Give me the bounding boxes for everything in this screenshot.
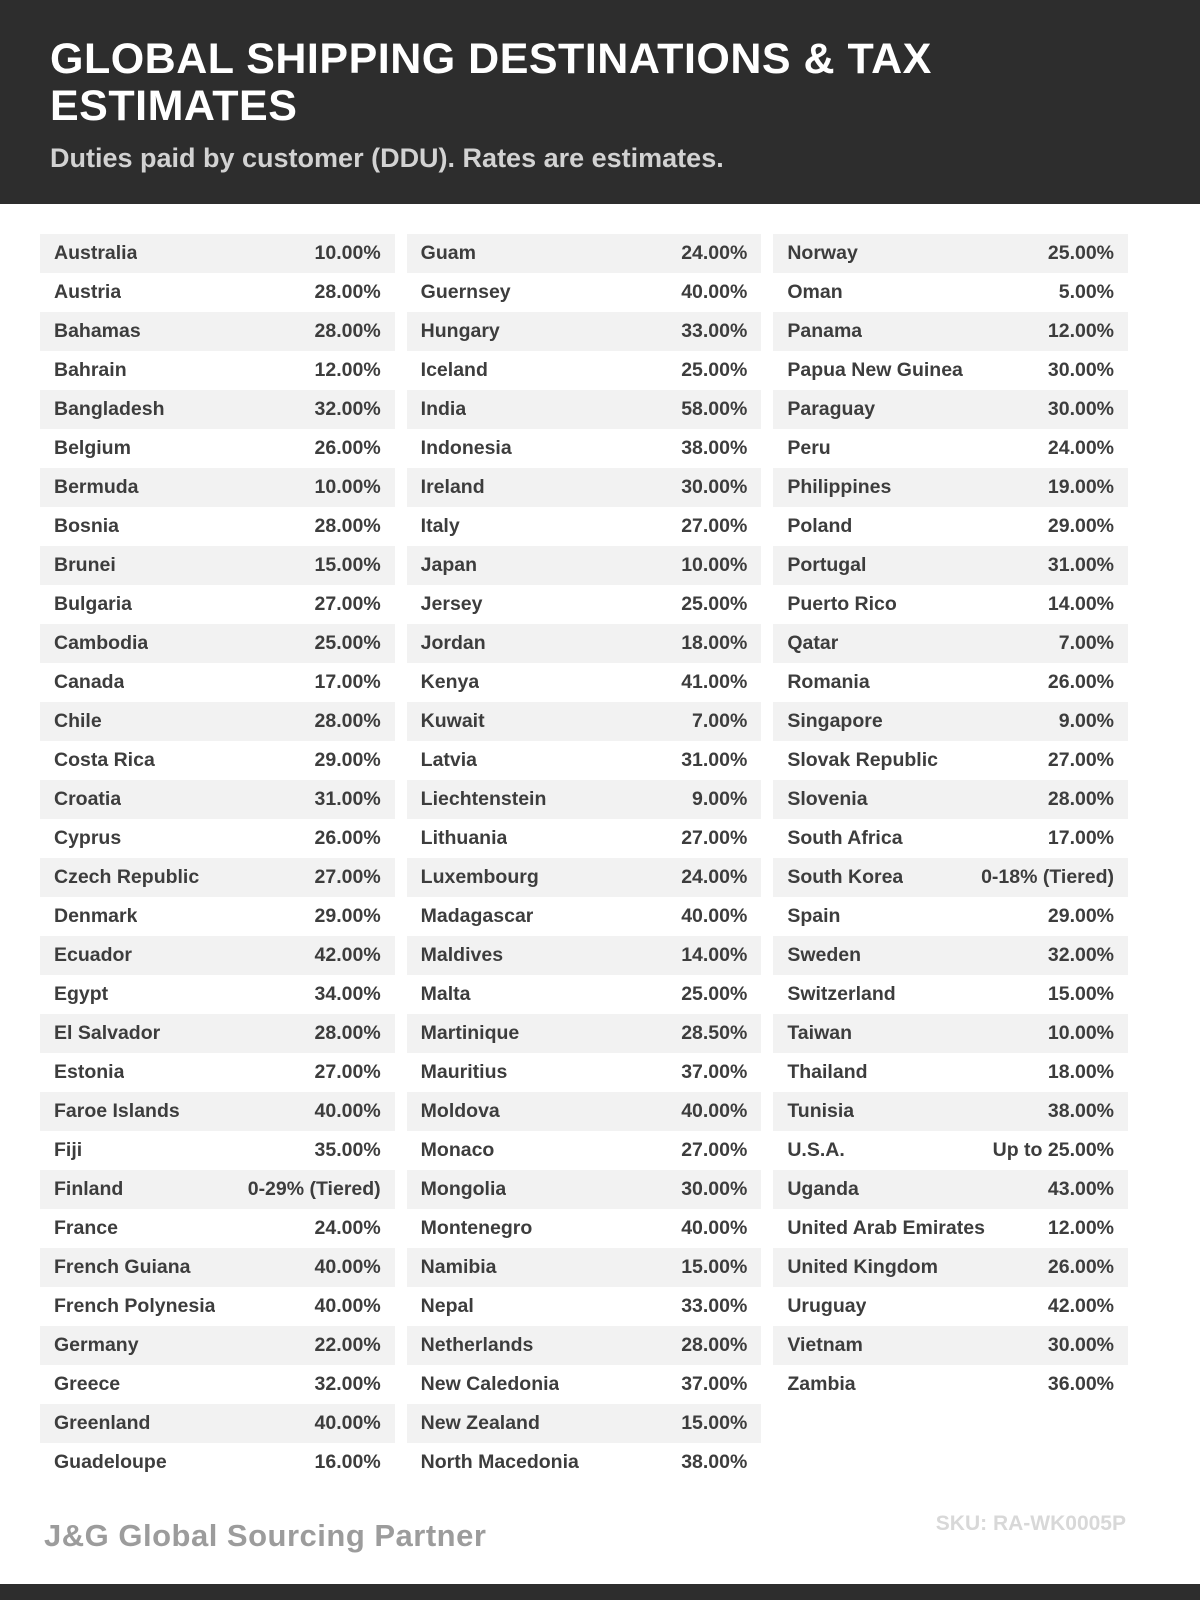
tax-rate-value: 40.00% bbox=[314, 1099, 381, 1122]
country-name: Latvia bbox=[420, 748, 478, 771]
tax-rate-value: 26.00% bbox=[1047, 670, 1115, 693]
table-row bbox=[40, 1209, 395, 1248]
country-name: United Kingdom bbox=[787, 1255, 938, 1278]
table-row bbox=[40, 390, 395, 429]
page-footer bbox=[44, 1512, 1126, 1554]
tax-rate-value: 27.00% bbox=[1047, 748, 1115, 771]
tax-rate-value: 40.00% bbox=[681, 1216, 748, 1239]
table-row bbox=[773, 780, 1128, 819]
table-row bbox=[40, 702, 395, 741]
country-name: Faroe Islands bbox=[54, 1099, 180, 1122]
table-row bbox=[40, 1404, 395, 1443]
country-name: Italy bbox=[420, 514, 460, 537]
country-name: Kenya bbox=[420, 670, 480, 693]
table-row bbox=[407, 624, 762, 663]
country-name: Mauritius bbox=[420, 1060, 508, 1083]
table-row bbox=[407, 1170, 762, 1209]
country-name: India bbox=[420, 397, 467, 420]
table-row bbox=[407, 1014, 762, 1053]
tax-rate-value: 32.00% bbox=[1047, 943, 1115, 966]
table-row bbox=[773, 351, 1128, 390]
tax-rate-value: 33.00% bbox=[681, 319, 748, 342]
tax-rate-value: 29.00% bbox=[314, 904, 381, 927]
tax-rate-value: 29.00% bbox=[1047, 904, 1115, 927]
table-row bbox=[407, 1053, 762, 1092]
table-row bbox=[773, 663, 1128, 702]
tax-rate-value: 42.00% bbox=[1047, 1294, 1115, 1317]
country-name: Tunisia bbox=[787, 1099, 855, 1122]
table-row bbox=[40, 234, 395, 273]
table-row bbox=[773, 1131, 1128, 1170]
table-row bbox=[40, 741, 395, 780]
bottom-accent-bar bbox=[0, 1584, 1200, 1600]
country-name: Chile bbox=[54, 709, 102, 732]
tax-rate-value: 12.00% bbox=[314, 358, 381, 381]
country-name: Luxembourg bbox=[420, 865, 539, 888]
tax-rate-value: 14.00% bbox=[1047, 592, 1115, 615]
table-row bbox=[407, 1365, 762, 1404]
country-name: Bulgaria bbox=[54, 592, 133, 615]
country-name: Czech Republic bbox=[54, 865, 200, 888]
country-name: Bahamas bbox=[54, 319, 141, 342]
table-row bbox=[407, 1443, 762, 1482]
tax-rate-value: 10.00% bbox=[681, 553, 748, 576]
country-name: Slovak Republic bbox=[787, 748, 938, 771]
country-name: Uganda bbox=[787, 1177, 859, 1200]
country-name: Montenegro bbox=[420, 1216, 533, 1239]
tax-rate-value: 27.00% bbox=[314, 1060, 381, 1083]
tax-rate-value: 34.00% bbox=[314, 982, 381, 1005]
country-name: Netherlands bbox=[420, 1333, 534, 1356]
tax-rate-value: 32.00% bbox=[314, 1372, 381, 1395]
country-name: Poland bbox=[787, 514, 853, 537]
table-row bbox=[407, 390, 762, 429]
table-row bbox=[407, 1248, 762, 1287]
country-name: Ireland bbox=[420, 475, 485, 498]
country-name: Vietnam bbox=[787, 1333, 863, 1356]
tax-rate-value: 15.00% bbox=[314, 553, 381, 576]
country-name: Peru bbox=[787, 436, 831, 459]
country-name: Ecuador bbox=[54, 943, 133, 966]
country-name: Fiji bbox=[54, 1138, 83, 1161]
country-name: Namibia bbox=[420, 1255, 497, 1278]
table-row bbox=[407, 663, 762, 702]
table-row bbox=[407, 429, 762, 468]
country-name: Cyprus bbox=[54, 826, 122, 849]
tax-rate-value: 40.00% bbox=[681, 904, 748, 927]
table-row bbox=[773, 702, 1128, 741]
country-name: Japan bbox=[420, 553, 478, 576]
country-name: El Salvador bbox=[54, 1021, 161, 1044]
table-row bbox=[40, 975, 395, 1014]
tax-rate-value: 29.00% bbox=[314, 748, 381, 771]
table-row bbox=[407, 780, 762, 819]
country-name: Qatar bbox=[787, 631, 839, 654]
tax-rate-value: 17.00% bbox=[314, 670, 381, 693]
table-row bbox=[40, 1365, 395, 1404]
table-row bbox=[407, 273, 762, 312]
country-name: Australia bbox=[54, 241, 138, 264]
tax-rate-value: 7.00% bbox=[1058, 631, 1115, 654]
tax-rate-value: 24.00% bbox=[681, 241, 748, 264]
table-row bbox=[40, 1443, 395, 1482]
country-name: Bermuda bbox=[54, 475, 139, 498]
tax-rate-value: 12.00% bbox=[1047, 1216, 1115, 1239]
tax-rate-value: 9.00% bbox=[692, 787, 748, 810]
table-row bbox=[40, 1248, 395, 1287]
country-name: Moldova bbox=[420, 1099, 500, 1122]
country-name: Guam bbox=[420, 241, 476, 264]
country-name: Greece bbox=[54, 1372, 121, 1395]
tax-rate-value: 25.00% bbox=[314, 631, 381, 654]
table-row bbox=[40, 507, 395, 546]
page-title: GLOBAL SHIPPING DESTINATIONS & TAX ESTIMATES bbox=[50, 35, 932, 131]
tax-rate-value: 30.00% bbox=[1047, 397, 1115, 420]
table-row bbox=[40, 1170, 395, 1209]
country-name: Malta bbox=[420, 982, 471, 1005]
tax-rate-value: 28.00% bbox=[681, 1333, 748, 1356]
table-row bbox=[407, 468, 762, 507]
table-row bbox=[40, 1092, 395, 1131]
tax-rate-value: 40.00% bbox=[314, 1294, 381, 1317]
table-row bbox=[40, 780, 395, 819]
tax-rate-value: 24.00% bbox=[1047, 436, 1115, 459]
country-name: Romania bbox=[787, 670, 870, 693]
tax-rate-value: 7.00% bbox=[692, 709, 748, 732]
tax-rate-value: 18.00% bbox=[1047, 1060, 1115, 1083]
tax-rate-value: 33.00% bbox=[681, 1294, 748, 1317]
tax-rate-value: 5.00% bbox=[1058, 280, 1115, 303]
country-name: Papua New Guinea bbox=[787, 358, 963, 381]
table-row bbox=[407, 1209, 762, 1248]
tax-rate-value: 25.00% bbox=[681, 592, 748, 615]
tax-rate-value: 10.00% bbox=[314, 241, 381, 264]
tax-rate-value: 28.00% bbox=[314, 280, 381, 303]
country-name: Hungary bbox=[420, 319, 500, 342]
table-row bbox=[773, 1092, 1128, 1131]
tax-rate-value: 42.00% bbox=[314, 943, 381, 966]
table-row bbox=[773, 741, 1128, 780]
sku-label: SKU: RA-WK0005P bbox=[935, 1512, 1126, 1535]
country-name: Brunei bbox=[54, 553, 116, 576]
tax-rate-value: 58.00% bbox=[681, 397, 748, 420]
country-name: Egypt bbox=[54, 982, 109, 1005]
table-row bbox=[407, 351, 762, 390]
tax-rate-value: 37.00% bbox=[681, 1372, 748, 1395]
country-name: Jordan bbox=[420, 631, 486, 654]
table-row bbox=[407, 546, 762, 585]
tax-rate-value: 16.00% bbox=[314, 1450, 381, 1473]
tax-rate-value: 40.00% bbox=[314, 1411, 381, 1434]
tax-rate-value: 28.00% bbox=[314, 1021, 381, 1044]
table-row bbox=[773, 936, 1128, 975]
country-name: Uruguay bbox=[787, 1294, 867, 1317]
tax-rate-value: 31.00% bbox=[1047, 553, 1115, 576]
country-name: Kuwait bbox=[420, 709, 485, 732]
tax-rate-value: 25.00% bbox=[681, 982, 748, 1005]
country-name: Nepal bbox=[420, 1294, 474, 1317]
tax-rate-value: 0-18% (Tiered) bbox=[981, 865, 1115, 888]
table-column-1 bbox=[40, 234, 395, 1482]
country-name: South Korea bbox=[787, 865, 904, 888]
country-name: Bangladesh bbox=[54, 397, 165, 420]
country-name: Jersey bbox=[420, 592, 483, 615]
table-row bbox=[773, 1326, 1128, 1365]
table-row bbox=[40, 936, 395, 975]
tax-rate-value: 40.00% bbox=[314, 1255, 381, 1278]
country-name: U.S.A. bbox=[787, 1138, 845, 1161]
table-row bbox=[40, 663, 395, 702]
table-row bbox=[407, 975, 762, 1014]
tax-rate-value: 31.00% bbox=[681, 748, 748, 771]
tax-rate-value: 38.00% bbox=[681, 1450, 748, 1473]
tax-rate-value: 29.00% bbox=[1047, 514, 1115, 537]
country-name: Iceland bbox=[420, 358, 488, 381]
country-name: Switzerland bbox=[787, 982, 896, 1005]
table-row bbox=[407, 897, 762, 936]
country-name: Singapore bbox=[787, 709, 883, 732]
table-row bbox=[40, 897, 395, 936]
country-name: Oman bbox=[787, 280, 843, 303]
table-row bbox=[40, 858, 395, 897]
tax-rate-value: 30.00% bbox=[681, 1177, 748, 1200]
country-name: Martinique bbox=[420, 1021, 520, 1044]
page-subtitle: Duties paid by customer (DDU). Rates are estimates. bbox=[50, 142, 724, 173]
table-row bbox=[40, 1326, 395, 1365]
tax-rate-value: 27.00% bbox=[681, 1138, 748, 1161]
country-name: Portugal bbox=[787, 553, 867, 576]
tax-rate-value: 27.00% bbox=[681, 514, 748, 537]
table-row bbox=[773, 1248, 1128, 1287]
brand-name: J&G Global Sourcing Partner bbox=[44, 1518, 487, 1553]
country-name: Sweden bbox=[787, 943, 862, 966]
table-row bbox=[40, 624, 395, 663]
table-row bbox=[773, 624, 1128, 663]
tax-rate-value: 40.00% bbox=[681, 1099, 748, 1122]
tax-rate-value: Up to 25.00% bbox=[992, 1138, 1115, 1161]
tax-rate-value: 28.00% bbox=[314, 319, 381, 342]
tax-rate-value: 19.00% bbox=[1047, 475, 1115, 498]
tax-rate-value: 10.00% bbox=[314, 475, 381, 498]
tax-rate-value: 36.00% bbox=[1047, 1372, 1115, 1395]
tax-rate-value: 18.00% bbox=[681, 631, 748, 654]
country-name: Canada bbox=[54, 670, 125, 693]
country-name: Costa Rica bbox=[54, 748, 155, 771]
table-row bbox=[773, 429, 1128, 468]
table-column-2 bbox=[407, 234, 762, 1482]
tax-rate-value: 37.00% bbox=[681, 1060, 748, 1083]
country-name: Taiwan bbox=[787, 1021, 852, 1044]
table-row bbox=[407, 507, 762, 546]
tax-rate-value: 15.00% bbox=[681, 1255, 748, 1278]
table-row bbox=[40, 1131, 395, 1170]
table-row bbox=[407, 234, 762, 273]
country-name: Germany bbox=[54, 1333, 139, 1356]
country-name: Guadeloupe bbox=[54, 1450, 167, 1473]
table-row bbox=[773, 468, 1128, 507]
country-name: Norway bbox=[787, 241, 858, 264]
country-name: Slovenia bbox=[787, 787, 868, 810]
table-row bbox=[773, 507, 1128, 546]
tax-rate-value: 27.00% bbox=[314, 592, 381, 615]
table-row bbox=[40, 429, 395, 468]
tax-rate-value: 31.00% bbox=[314, 787, 381, 810]
table-row bbox=[40, 468, 395, 507]
tax-rate-value: 43.00% bbox=[1047, 1177, 1115, 1200]
country-name: Croatia bbox=[54, 787, 122, 810]
country-name: Bosnia bbox=[54, 514, 120, 537]
country-name: Paraguay bbox=[787, 397, 876, 420]
tax-rate-value: 27.00% bbox=[681, 826, 748, 849]
country-name: North Macedonia bbox=[420, 1450, 579, 1473]
table-row bbox=[773, 1014, 1128, 1053]
tax-rate-value: 32.00% bbox=[314, 397, 381, 420]
tax-rate-value: 9.00% bbox=[1058, 709, 1115, 732]
country-name: Liechtenstein bbox=[420, 787, 547, 810]
country-name: New Zealand bbox=[420, 1411, 540, 1434]
tax-rate-value: 10.00% bbox=[1047, 1021, 1115, 1044]
table-row bbox=[407, 312, 762, 351]
table-row bbox=[773, 1287, 1128, 1326]
tax-rate-table bbox=[0, 204, 1200, 1482]
table-row bbox=[773, 546, 1128, 585]
country-name: Mongolia bbox=[420, 1177, 507, 1200]
table-row bbox=[407, 1092, 762, 1131]
tax-rate-value: 35.00% bbox=[314, 1138, 381, 1161]
tax-rate-value: 25.00% bbox=[681, 358, 748, 381]
tax-rate-value: 22.00% bbox=[314, 1333, 381, 1356]
table-row bbox=[773, 312, 1128, 351]
table-row bbox=[773, 1053, 1128, 1092]
country-name: Indonesia bbox=[420, 436, 512, 459]
table-row bbox=[773, 1209, 1128, 1248]
country-name: French Guiana bbox=[54, 1255, 191, 1278]
page-header bbox=[0, 0, 1200, 204]
tax-rate-value: 28.50% bbox=[681, 1021, 748, 1044]
table-row bbox=[773, 390, 1128, 429]
table-row bbox=[773, 897, 1128, 936]
table-row bbox=[40, 273, 395, 312]
table-row bbox=[407, 936, 762, 975]
country-name: Guernsey bbox=[420, 280, 511, 303]
tax-rate-value: 28.00% bbox=[1047, 787, 1115, 810]
country-name: Cambodia bbox=[54, 631, 149, 654]
country-name: Zambia bbox=[787, 1372, 856, 1395]
tax-rate-value: 38.00% bbox=[1047, 1099, 1115, 1122]
tax-rate-value: 15.00% bbox=[1047, 982, 1115, 1005]
table-row bbox=[40, 585, 395, 624]
country-name: Estonia bbox=[54, 1060, 125, 1083]
table-row bbox=[407, 819, 762, 858]
country-name: Lithuania bbox=[420, 826, 508, 849]
table-row bbox=[773, 1365, 1128, 1404]
table-row bbox=[773, 819, 1128, 858]
table-row bbox=[407, 585, 762, 624]
table-row bbox=[407, 1287, 762, 1326]
tax-rate-value: 25.00% bbox=[1047, 241, 1115, 264]
table-row bbox=[40, 819, 395, 858]
table-row bbox=[773, 585, 1128, 624]
tax-rate-value: 17.00% bbox=[1047, 826, 1115, 849]
table-row bbox=[407, 741, 762, 780]
table-row bbox=[40, 1014, 395, 1053]
country-name: Austria bbox=[54, 280, 122, 303]
tax-rate-value: 24.00% bbox=[314, 1216, 381, 1239]
tax-rate-value: 41.00% bbox=[681, 670, 748, 693]
table-row bbox=[773, 975, 1128, 1014]
country-name: New Caledonia bbox=[420, 1372, 560, 1395]
country-name: United Arab Emirates bbox=[787, 1216, 985, 1239]
table-row bbox=[407, 1326, 762, 1365]
country-name: Denmark bbox=[54, 904, 138, 927]
table-row bbox=[407, 702, 762, 741]
table-row bbox=[40, 546, 395, 585]
tax-rate-value: 27.00% bbox=[314, 865, 381, 888]
table-row bbox=[407, 858, 762, 897]
table-row bbox=[40, 1053, 395, 1092]
table-row bbox=[773, 234, 1128, 273]
tax-rate-value: 12.00% bbox=[1047, 319, 1115, 342]
country-name: Philippines bbox=[787, 475, 892, 498]
country-name: Monaco bbox=[420, 1138, 495, 1161]
country-name: South Africa bbox=[787, 826, 903, 849]
country-name: Spain bbox=[787, 904, 841, 927]
country-name: Puerto Rico bbox=[787, 592, 897, 615]
tax-rate-value: 30.00% bbox=[1047, 358, 1115, 381]
country-name: Bahrain bbox=[54, 358, 127, 381]
tax-rate-value: 30.00% bbox=[1047, 1333, 1115, 1356]
tax-rate-value: 40.00% bbox=[681, 280, 748, 303]
tax-rate-value: 24.00% bbox=[681, 865, 748, 888]
tax-rate-value: 38.00% bbox=[681, 436, 748, 459]
country-name: Thailand bbox=[787, 1060, 868, 1083]
table-row bbox=[407, 1131, 762, 1170]
table-row bbox=[40, 1287, 395, 1326]
country-name: Panama bbox=[787, 319, 863, 342]
tax-rate-value: 30.00% bbox=[681, 475, 748, 498]
tax-rate-value: 0-29% (Tiered) bbox=[247, 1177, 381, 1200]
country-name: Belgium bbox=[54, 436, 131, 459]
tax-rate-value: 28.00% bbox=[314, 709, 381, 732]
table-row bbox=[773, 273, 1128, 312]
table-row bbox=[773, 858, 1128, 897]
country-name: Greenland bbox=[54, 1411, 151, 1434]
country-name: Madagascar bbox=[420, 904, 534, 927]
country-name: Maldives bbox=[420, 943, 504, 966]
table-row bbox=[40, 312, 395, 351]
table-row bbox=[773, 1170, 1128, 1209]
tax-rate-value: 14.00% bbox=[681, 943, 748, 966]
tax-rate-value: 15.00% bbox=[681, 1411, 748, 1434]
tax-rate-value: 26.00% bbox=[314, 436, 381, 459]
country-name: French Polynesia bbox=[54, 1294, 216, 1317]
tax-rate-value: 26.00% bbox=[1047, 1255, 1115, 1278]
tax-rate-value: 26.00% bbox=[314, 826, 381, 849]
table-column-3 bbox=[773, 234, 1128, 1482]
tax-rate-value: 28.00% bbox=[314, 514, 381, 537]
table-row bbox=[40, 351, 395, 390]
country-name: Finland bbox=[54, 1177, 124, 1200]
table-row bbox=[407, 1404, 762, 1443]
country-name: France bbox=[54, 1216, 118, 1239]
